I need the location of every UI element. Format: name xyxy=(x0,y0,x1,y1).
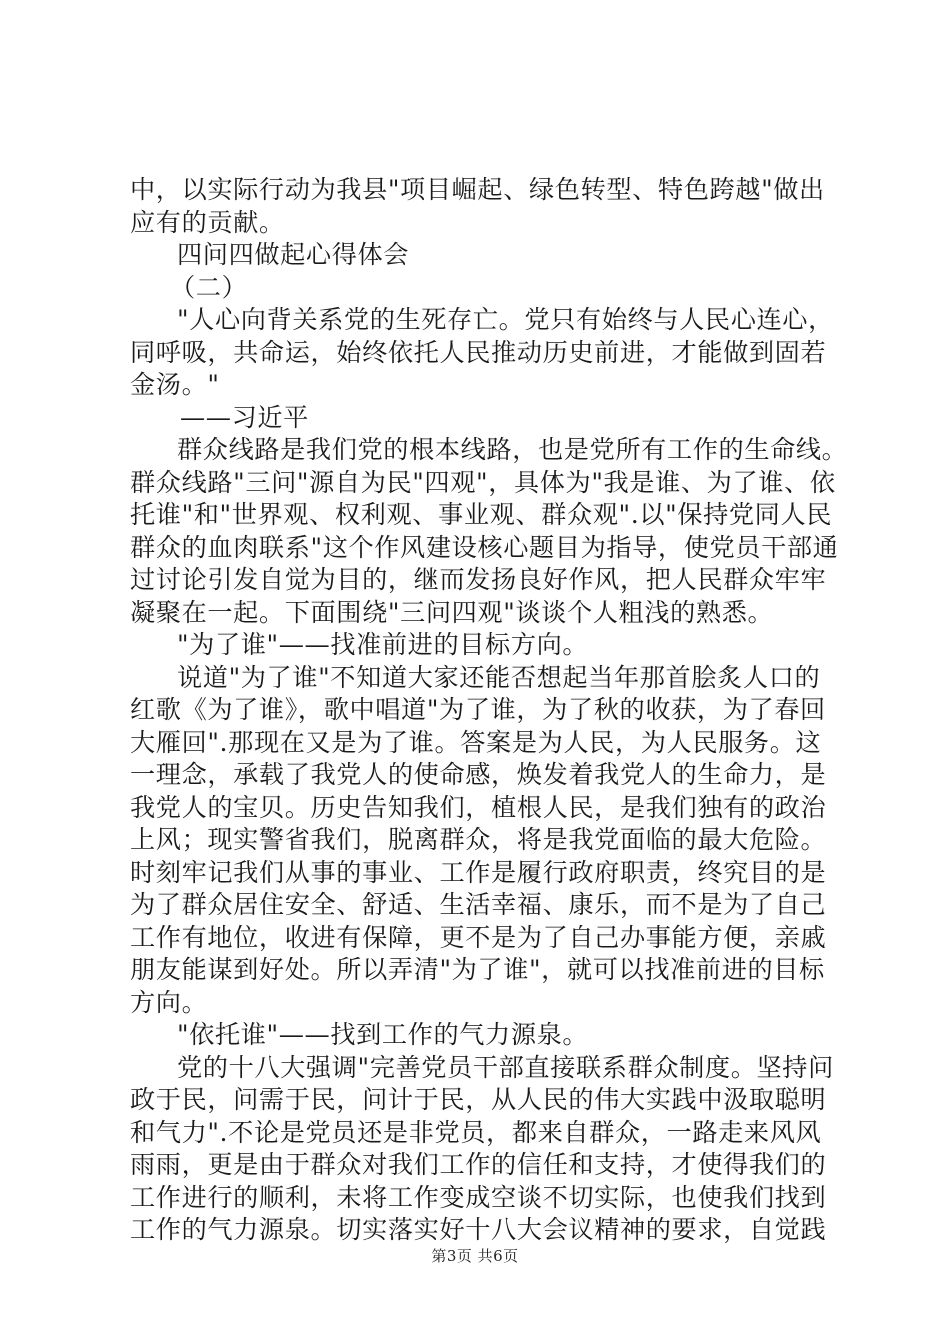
document-title: 四问四做起心得体会 xyxy=(177,240,410,269)
body-text-line: 应有的贡献。 xyxy=(130,207,285,237)
body-text-line: 群众线路"三问"源自为民"四观"，具体为"我是谁、为了谁、依 xyxy=(130,467,836,497)
body-text-line: 为了群众居住安全、舒适、生活幸福、康乐，而不是为了自己 xyxy=(130,890,827,919)
body-text-line: 托谁"和"世界观、权利观、事业观、群众观".以"保持党同人民 xyxy=(130,500,833,529)
body-text-line: 方向。 xyxy=(130,987,208,1017)
body-text-line: 凝聚在一起。下面围绕"三问四观"谈谈个人粗浅的熟悉。 xyxy=(130,597,774,627)
body-text-line: 我党人的宝贝。历史告知我们，植根人民，是我们独有的政治 xyxy=(130,792,827,822)
body-text-line: 上风；现实警省我们，脱离群众，将是我党面临的最大危险。 xyxy=(130,825,827,854)
body-text-line: 朋友能谋到好处。所以弄清"为了谁"，就可以找准前进的目标 xyxy=(130,955,825,984)
body-text-line: 过讨论引发自觉为目的，继而发扬良好作风，把人民群众牢牢 xyxy=(130,565,827,594)
body-text-line: 中，以实际行动为我县"项目崛起、绿色转型、特色跨越"做出 xyxy=(130,175,825,204)
quote-attribution: ——习近平 xyxy=(180,402,309,432)
body-text-line: 群众线路是我们党的根本线路，也是党所有工作的生命线。 xyxy=(177,435,848,464)
body-text-line: 说道"为了谁"不知道大家还能否想起当年那首脍炙人口的 xyxy=(177,662,821,692)
body-text-line: 工作进行的顺利，未将工作变成空谈不切实际，也使我们找到 xyxy=(130,1182,827,1212)
quote-text-line: 同呼吸，共命运，始终依托人民推动历史前进，才能做到固若 xyxy=(130,337,827,367)
quote-text-line: 金汤。" xyxy=(130,370,220,399)
body-text-line: 工作有地位，收进有保障，更不是为了自己办事能方便，亲戚 xyxy=(130,922,827,952)
body-text-line: 党的十八大强调"完善党员干部直接联系群众制度。坚持问 xyxy=(177,1052,834,1082)
body-text-line: 雨雨，更是由于群众对我们工作的信任和支持，才使得我们的 xyxy=(130,1150,827,1179)
body-text-line: 红歌《为了谁》，歌中唱道"为了谁，为了秋的收获，为了春回 xyxy=(130,695,826,724)
page-footer xyxy=(0,1245,950,1266)
body-text-line: 政于民，问需于民，问计于民，从人民的伟大实践中汲取聪明 xyxy=(130,1085,827,1114)
body-text-line: 群众的血肉联系"这个作风建设核心题目为指导，使党员干部通 xyxy=(130,532,839,562)
body-text-line: 和气力".不论是党员还是非党员，都来自群众，一路走来风风 xyxy=(130,1117,822,1147)
body-text-line: 时刻牢记我们从事的事业、工作是履行政府职责，终究目的是 xyxy=(130,857,827,887)
page-number: 第3页 共6页 xyxy=(431,1247,519,1265)
body-text-line: 工作的气力源泉。切实落实好十八大会议精神的要求，自觉践 xyxy=(130,1215,827,1244)
body-text-line: 大雁回".那现在又是为了谁。答案是为人民，为人民服务。这 xyxy=(130,727,822,757)
document-subtitle: （二） xyxy=(170,272,248,302)
body-text-line: 一理念，承载了我党人的使命感，焕发着我党人的生命力，是 xyxy=(130,760,827,789)
section-heading: "依托谁"——找到工作的气力源泉。 xyxy=(177,1020,589,1049)
section-heading: "为了谁"——找准前进的目标方向。 xyxy=(177,630,589,659)
document-body xyxy=(130,174,848,1247)
quote-text-line: "人心向背关系党的生死存亡。党只有始终与人民心连心， xyxy=(177,305,834,334)
